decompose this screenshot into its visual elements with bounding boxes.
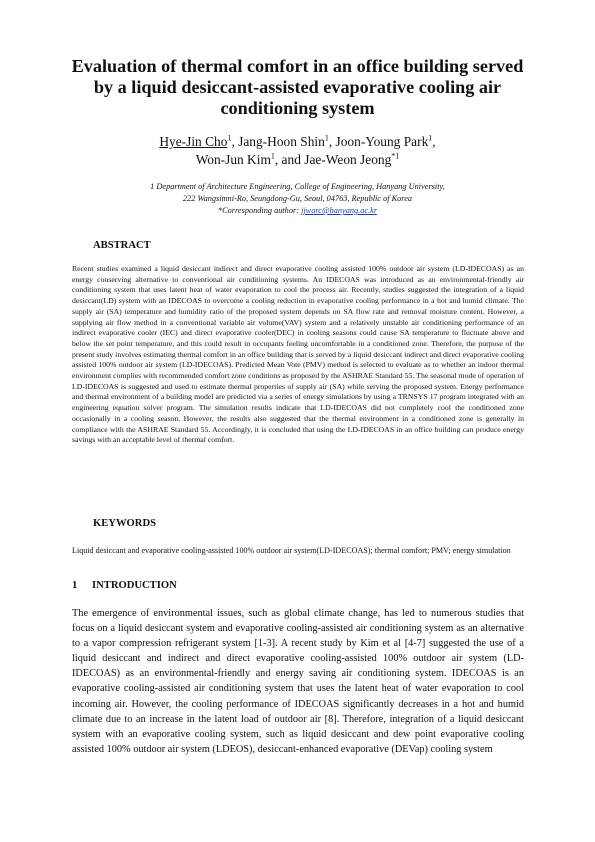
introduction-text: The emergence of environmental issues, such as global climate change, has led to numerous studies that focus on a liquid desiccant system and evaporative cooling-assisted air conditioning system as an alternative to a vapor compression refrigerant system [1-3]. A recent study by Kim et al [4-7] suggested the use of a liquid desiccant and indirect and direct evaporative cooling-assisted 100% outdoor air system (LD-IDECOAS) as an environmental-friendly and energy saving air conditioning system. IDECOAS is an evaporative cooling-assisted air conditioning system that uses the latent heat of water evaporation to cool incoming air. However, the cooling performance of IDECOAS significantly decreases in a hot and humid climate due to an increase in the latent load of outdoor air [8]. Therefore, integration of a liquid desiccant system with an evaporative cooling system, such as liquid desiccant and dew point evaporative cooling assisted 100% outdoor air system (LDEOS), desiccant-enhanced evaporative (DEVap) cooling system — [72, 608, 524, 755]
author-separator: , and — [274, 152, 305, 167]
author-affiliation-mark: *1 — [391, 151, 400, 161]
paper-title: Evaluation of thermal comfort in an office building served by a liquid desiccant-assisted evaporative cooling air conditioning system — [71, 56, 524, 118]
corresponding-author-label: *Corresponding author: — [217, 206, 302, 215]
affiliation-address: 222 Wangsimni-Ro, Seungdong-Gu, Seoul, 04763, Republic of Korea — [182, 194, 413, 203]
email-link[interactable]: jjwarc@hanyang.ac.kr — [301, 206, 378, 215]
author-affiliation-mark: 1 — [324, 133, 329, 143]
abstract-heading: ABSTRACT — [93, 240, 151, 251]
author-affiliation-mark: 1 — [227, 133, 232, 143]
affiliation-department: 1 Department of Architecture Engineering, College of Engineering, Hanyang University, — [150, 182, 445, 191]
author-name: Won-Jun Kim — [195, 152, 271, 167]
author-affiliation-mark: 1 — [428, 133, 433, 143]
abstract-text: Recent studies examined a liquid desiccant indirect and direct evaporative cooling assisted 100% outdoor air system (LD-IDECOAS) as an energy conserving alternative to conventional air conditioning systems. An IDECOAS was introduced as an environmental-friendly air conditioning system that uses latent heat of water evaporation to cool the process air. Recently, studies suggested the integration of a liquid desiccant(LD) system with an IDECOAS to overcome a cooling reduction in evaporative cooling performance in a hot and humid climate. The supply air (SA) temperature and humidity ratio of the proposed system depends on SA flow rate and removal moisture content. However, a supplying air flow method in a conventional variable air volume(VAV) system and a relatively unstable air conditioning performance of an indirect evaporative cooler (IEC) and direct evaporative cooler(DEC) in cooling seasons could cause SA temperature to fluctuate above and below the set point temperature, and this could result in occupants feeling uncomfortable in a conditioned zone. Therefore, the purpose of the present study involves estimating thermal comfort in an office building that is served by a liquid desiccant indirect and direct evaporative cooling assisted 100% outdoor air system (LD-IDECOAS). Predicted Mean Vote (PMV) method is selected to evaluate as to whether an indoor thermal environment complies with recommended comfort zone conditions as proposed by the ASHRAE Standard 55. The seasonal mode of operation of LD-IDECOAS is suggested and used to estimate thermal properties of supply air (SA) while serving the proposed system. Energy performance and thermal environment of a building model are predicted via a series of energy simulations by using a TRNSYS 17 program integrated with an engineering equation solver program. The simulation results indicate that LD-IDECOAS did not completely cool the conditioned zone occasionally in a cooling season. However, the results also suggested that the thermal environment in a conditioned zone is generally in compliance with the ASHRAE Standard 55. Accordingly, it is concluded that using the LD-IDECOAS in an office building can produce energy savings with an acceptable level of thermal comfort. — [72, 264, 524, 445]
author-affiliation-mark: 1 — [270, 151, 275, 161]
affiliation-block — [60, 181, 535, 217]
section-number: 1 — [72, 580, 78, 591]
author-separator: , — [328, 134, 336, 149]
section-heading: INTRODUCTION — [92, 580, 177, 591]
keywords-heading: KEYWORDS — [93, 518, 156, 529]
corresponding-author — [60, 205, 535, 217]
author-name: Joon-Young Park — [335, 134, 429, 149]
author-list — [60, 133, 535, 169]
author-separator: , — [231, 134, 239, 149]
keywords-text: Liquid desiccant and evaporative cooling-assisted 100% outdoor air system(LD-IDECOAS); thermal comfort; PMV; energy simulation — [72, 546, 511, 555]
author-separator: , — [432, 134, 436, 149]
author-name: Jang-Hoon Shin — [238, 134, 325, 149]
author-name: Hye-Jin Cho — [159, 134, 228, 149]
author-name: Jae-Weon Jeong — [304, 152, 392, 167]
